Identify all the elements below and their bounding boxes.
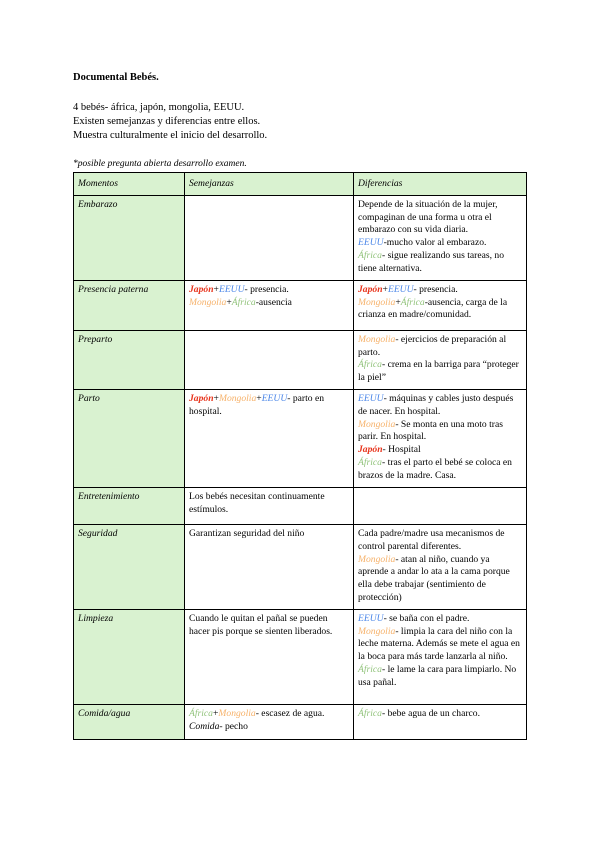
country-label-mongolia: Mongolia bbox=[358, 296, 396, 308]
cell-line bbox=[189, 721, 349, 734]
cell-text: - escasez de agua. bbox=[255, 707, 325, 719]
cell-text: - atan al niño, cuando ya aprende a andar lo ata a la cama porque ella debe trabajar (sentimiento de protección) bbox=[358, 553, 510, 603]
cell-line bbox=[358, 457, 522, 483]
diferencias-cell bbox=[354, 704, 527, 739]
cell-text: + bbox=[213, 392, 219, 404]
table-row bbox=[74, 487, 527, 524]
header-semejanzas: Semejanzas bbox=[185, 173, 354, 196]
cell-line bbox=[358, 626, 522, 664]
cell-line bbox=[358, 664, 522, 690]
header-diferencias: Diferencias bbox=[354, 173, 527, 196]
cell-text: - pecho bbox=[219, 720, 248, 732]
table-body bbox=[74, 195, 527, 739]
intro-line: Existen semejanzas y diferencias entre ellos. bbox=[73, 116, 261, 127]
document-title: Documental Bebés. bbox=[73, 72, 159, 83]
intro-paragraph bbox=[73, 101, 267, 143]
cell-text: - Hospital bbox=[382, 444, 421, 456]
country-label-eeuu: EEUU bbox=[261, 392, 288, 404]
country-label-japon: Japón bbox=[358, 283, 383, 295]
cell-text: Cada padre/madre usa mecanismos de control parental diferentes. bbox=[358, 527, 505, 552]
diferencias-cell bbox=[354, 389, 527, 487]
country-label-eeuu: EEUU bbox=[387, 283, 414, 295]
momento-cell: Embarazo bbox=[74, 195, 185, 280]
cell-line bbox=[189, 528, 349, 541]
country-label-africa: África bbox=[358, 663, 382, 675]
cell-text: - le lame la cara para limpiarlo. No usa pañal. bbox=[358, 663, 517, 688]
table-row bbox=[74, 609, 527, 704]
cell-line bbox=[358, 237, 522, 250]
cell-line bbox=[189, 491, 349, 517]
country-label-mongolia: Mongolia bbox=[358, 418, 396, 430]
semejanzas-cell bbox=[185, 389, 354, 487]
cell-line bbox=[358, 554, 522, 605]
country-label-mongolia: Mongolia bbox=[189, 296, 227, 308]
cell-text: - parto en hospital. bbox=[189, 392, 325, 417]
momento-cell: Limpieza bbox=[74, 609, 185, 704]
cell-line bbox=[358, 444, 522, 457]
cell-text: + bbox=[213, 283, 219, 295]
country-label-africa: África bbox=[358, 456, 382, 468]
cell-line bbox=[358, 528, 522, 554]
country-label-mongolia: Mongolia bbox=[218, 392, 257, 404]
diferencias-cell bbox=[354, 280, 527, 330]
cell-text: Cuando le quitan el pañal se pueden hacer pis porque se sienten liberados. bbox=[189, 612, 333, 637]
cell-text: -mucho valor al embarazo. bbox=[383, 237, 487, 249]
cell-text: - se baña con el padre. bbox=[383, 612, 470, 624]
cell-line bbox=[189, 297, 349, 310]
semejanzas-cell bbox=[185, 524, 354, 609]
country-label-africa: África bbox=[358, 359, 382, 371]
header-momentos: Momentos bbox=[74, 173, 185, 196]
country-label-africa: África bbox=[400, 296, 425, 308]
momento-cell: Comida/agua bbox=[74, 704, 185, 739]
semejanzas-cell bbox=[185, 487, 354, 524]
cell-text: - presencia. bbox=[244, 283, 289, 295]
cell-text: - máquinas y cables justo después de nacer. En hospital. bbox=[358, 392, 514, 417]
momento-cell: Preparto bbox=[74, 330, 185, 389]
cell-line bbox=[189, 708, 349, 721]
country-label-japon: Japón bbox=[189, 392, 214, 404]
country-label-mongolia: Mongolia bbox=[358, 333, 396, 345]
cell-text: - ejercicios de preparación al parto. bbox=[358, 333, 507, 358]
cell-line bbox=[358, 199, 522, 237]
intro-line: 4 bebés- áfrica, japón, mongolia, EEUU. bbox=[73, 102, 245, 113]
table-row bbox=[74, 280, 527, 330]
cell-text: + bbox=[256, 392, 262, 404]
country-label-eeuu: EEUU bbox=[358, 237, 384, 249]
cell-line bbox=[358, 359, 522, 385]
table-row bbox=[74, 330, 527, 389]
cell-text: - bebe agua de un charco. bbox=[381, 707, 481, 719]
table-header-row bbox=[74, 173, 527, 196]
momento-cell: Presencia paterna bbox=[74, 280, 185, 330]
cell-text: Garantizan seguridad del niño bbox=[189, 527, 305, 539]
cell-text: - presencia. bbox=[413, 283, 458, 295]
country-label-africa: África bbox=[358, 249, 382, 261]
table-row bbox=[74, 389, 527, 487]
diferencias-cell bbox=[354, 487, 527, 524]
diferencias-cell bbox=[354, 609, 527, 704]
cell-line bbox=[358, 708, 522, 721]
momento-cell: Parto bbox=[74, 389, 185, 487]
country-label-em: Comida bbox=[189, 720, 220, 732]
cell-line bbox=[358, 284, 522, 297]
diferencias-cell bbox=[354, 330, 527, 389]
country-label-eeuu: EEUU bbox=[358, 612, 384, 624]
cell-text: + bbox=[395, 296, 401, 308]
cell-line bbox=[358, 297, 522, 323]
semejanzas-cell bbox=[185, 704, 354, 739]
country-label-eeuu: EEUU bbox=[358, 392, 384, 404]
cell-line bbox=[189, 284, 349, 297]
cell-text: + bbox=[212, 707, 219, 719]
country-label-africa: África bbox=[358, 707, 382, 719]
cell-text: - sigue realizando sus tareas, no tiene alternativa. bbox=[358, 249, 504, 274]
country-label-japon: Japón bbox=[189, 283, 214, 295]
country-label-eeuu: EEUU bbox=[218, 283, 245, 295]
cell-line bbox=[358, 250, 522, 276]
cell-text: - limpia la cara del niño con la leche materna. Además se mete el agua en la boca para más tarde lanzarla al niño. bbox=[358, 625, 520, 663]
cell-line bbox=[358, 419, 522, 445]
cell-line bbox=[358, 334, 522, 360]
comparison-table bbox=[73, 172, 527, 740]
country-label-africa: África bbox=[231, 296, 256, 308]
country-label-japon: Japón bbox=[358, 444, 383, 456]
cell-text: + bbox=[226, 296, 232, 308]
semejanzas-cell bbox=[185, 280, 354, 330]
cell-text: + bbox=[382, 283, 388, 295]
semejanzas-cell bbox=[185, 330, 354, 389]
semejanzas-cell bbox=[185, 609, 354, 704]
country-label-mongolia: Mongolia bbox=[218, 707, 256, 719]
cell-line bbox=[358, 393, 522, 419]
country-label-mongolia: Mongolia bbox=[358, 625, 396, 637]
exam-note: *posible pregunta abierta desarrollo examen. bbox=[73, 159, 247, 169]
country-label-africa: África bbox=[189, 707, 213, 719]
cell-text: - Se monta en una moto tras parir. En hospital. bbox=[358, 418, 503, 443]
cell-text: - crema en la barriga para “proteger la piel” bbox=[358, 359, 519, 384]
diferencias-cell bbox=[354, 195, 527, 280]
table-row bbox=[74, 524, 527, 609]
momento-cell: Entretenimiento bbox=[74, 487, 185, 524]
cell-line bbox=[189, 613, 349, 639]
cell-text: Los bebés necesitan continuamente estímulos. bbox=[189, 490, 325, 515]
intro-line: Muestra culturalmente el inicio del desarrollo. bbox=[73, 130, 268, 141]
cell-text: - tras el parto el bebé se coloca en brazos de la madre. Casa. bbox=[358, 456, 512, 481]
cell-text: -ausencia bbox=[255, 296, 292, 308]
cell-text: Depende de la situación de la mujer, compaginan de una forma u otra el embarazo con su vida diaria. bbox=[358, 198, 498, 236]
table-row bbox=[74, 195, 527, 280]
semejanzas-cell bbox=[185, 195, 354, 280]
table-row bbox=[74, 704, 527, 739]
momento-cell: Seguridad bbox=[74, 524, 185, 609]
cell-text: -ausencia, carga de la crianza en madre/comunidad. bbox=[358, 296, 508, 321]
country-label-mongolia: Mongolia bbox=[358, 553, 396, 565]
cell-line bbox=[189, 393, 349, 419]
diferencias-cell bbox=[354, 524, 527, 609]
cell-line bbox=[358, 613, 522, 626]
